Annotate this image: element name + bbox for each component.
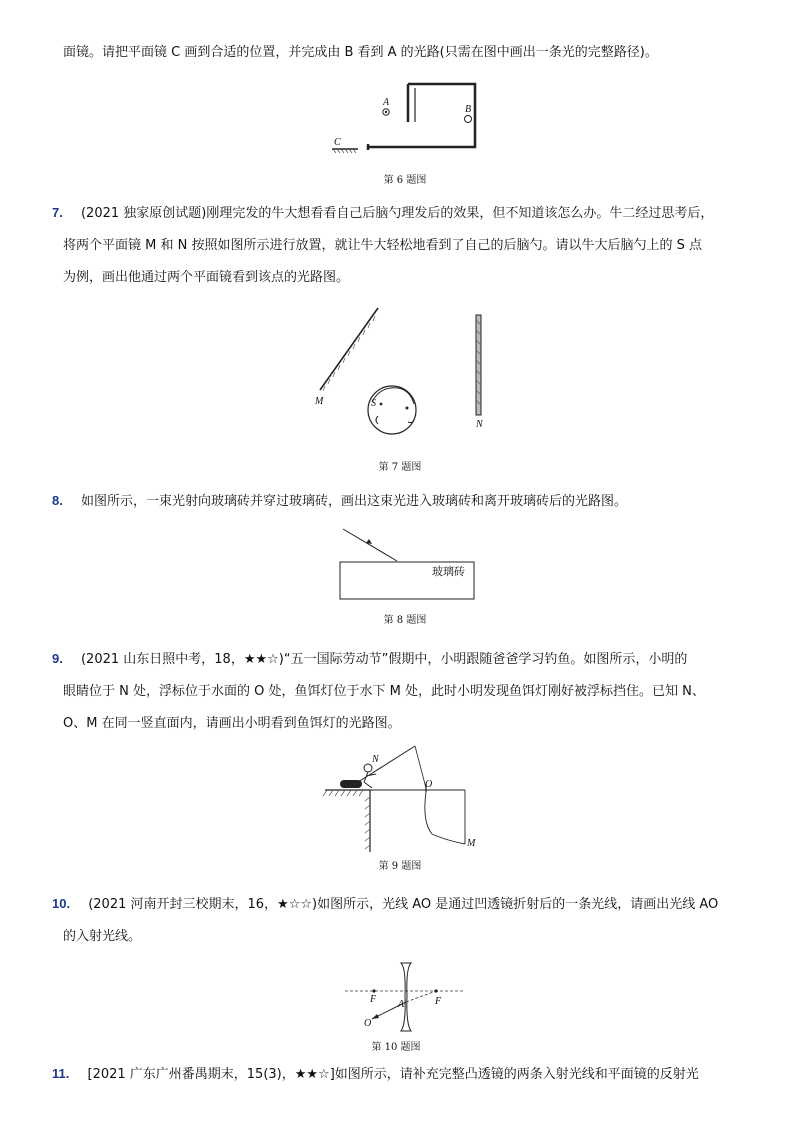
fig10-label-o: O	[364, 1018, 372, 1029]
q10-number: 10.	[52, 896, 71, 911]
figure-7	[310, 300, 500, 440]
figure-8-caption: 第 8 题图	[383, 615, 427, 626]
fig10-label-f-right: F	[435, 996, 442, 1007]
figure-6	[320, 78, 490, 158]
fig9-label-o: O	[425, 779, 433, 790]
q9-line-1	[52, 650, 687, 669]
q6-text-tail: 面镜。请把平面镜 C 画到合适的位置，并完成由 B 看到 A 的光路(只需在图中画出一条光的完整路径)。	[63, 45, 658, 60]
q7-line-1-text: (2021 独家原创试题)刚理完发的牛大想看看自己后脑勺理发后的效果，但不知道该怎么办。牛二经过思考后，	[80, 206, 714, 221]
q7-line-1	[52, 204, 713, 223]
q11-line-1-text: [2021 广东广州番禺期末，15(3)，★★☆]如图所示，请补充完整凸透镜的两条入射光线和平面镜的反射光	[87, 1067, 699, 1082]
fig7-label-m: M	[315, 396, 324, 407]
fig7-label-s: S	[371, 398, 376, 409]
q11-number: 11.	[52, 1066, 70, 1081]
fig9-label-m: M	[467, 838, 476, 849]
fig6-label-b: B	[465, 104, 472, 115]
q10-line-1-text: (2021 河南开封三校期末，16，★☆☆)如图所示，光线 AO 是通过凹透镜折射后的一条光线，请画出光线 AO	[88, 897, 719, 912]
q11-line-1	[52, 1065, 699, 1084]
figure-10	[340, 960, 470, 1035]
q9-number: 9.	[52, 651, 63, 666]
figure-6-caption: 第 6 题图	[383, 175, 427, 186]
q9-line-1-text: (2021 山东日照中考，18，★★☆)“五一国际劳动节”假期中，小明跟随爸爸学习钓鱼。如图所示，小明的	[80, 652, 688, 667]
q7-number: 7.	[52, 205, 63, 220]
q8-line-1-text: 如图所示，一束光射向玻璃砖并穿过玻璃砖，画出这束光进入玻璃砖和离开玻璃砖后的光路图。	[80, 494, 627, 509]
q10-line-2: 的入射光线。	[63, 929, 142, 944]
fig10-label-a: A	[398, 999, 405, 1010]
glass-brick-label: 玻璃砖	[432, 565, 465, 578]
q7-line-2: 将两个平面镜 M 和 N 按照如图所示进行放置，就让牛大轻松地看到了自己的后脑勺。请以牛大后脑勺上的 S 点	[63, 238, 702, 253]
fig6-label-c: C	[334, 137, 341, 148]
figure-10-caption: 第 10 题图	[371, 1042, 421, 1053]
q8-number: 8.	[52, 493, 63, 508]
q9-line-3: O、M 在同一竖直面内，请画出小明看到鱼饵灯的光路图。	[63, 716, 401, 731]
fig7-label-n: N	[476, 419, 483, 430]
fig10-label-f-left: F	[370, 994, 377, 1005]
fig9-label-n: N	[372, 754, 379, 765]
fig6-label-a: A	[383, 97, 390, 108]
q7-line-3: 为例，画出他通过两个平面镜看到该点的光路图。	[63, 270, 350, 285]
q10-line-1	[52, 895, 718, 914]
q8-line-1	[52, 492, 627, 511]
figure-9	[320, 742, 485, 854]
figure-7-caption: 第 7 题图	[378, 462, 422, 473]
figure-9-caption: 第 9 题图	[378, 861, 422, 872]
q9-line-2: 眼睛位于 N 处，浮标位于水面的 O 处，鱼饵灯位于水下 M 处，此时小明发现鱼饵灯刚好被浮标挡住。已知 N、	[63, 684, 705, 699]
